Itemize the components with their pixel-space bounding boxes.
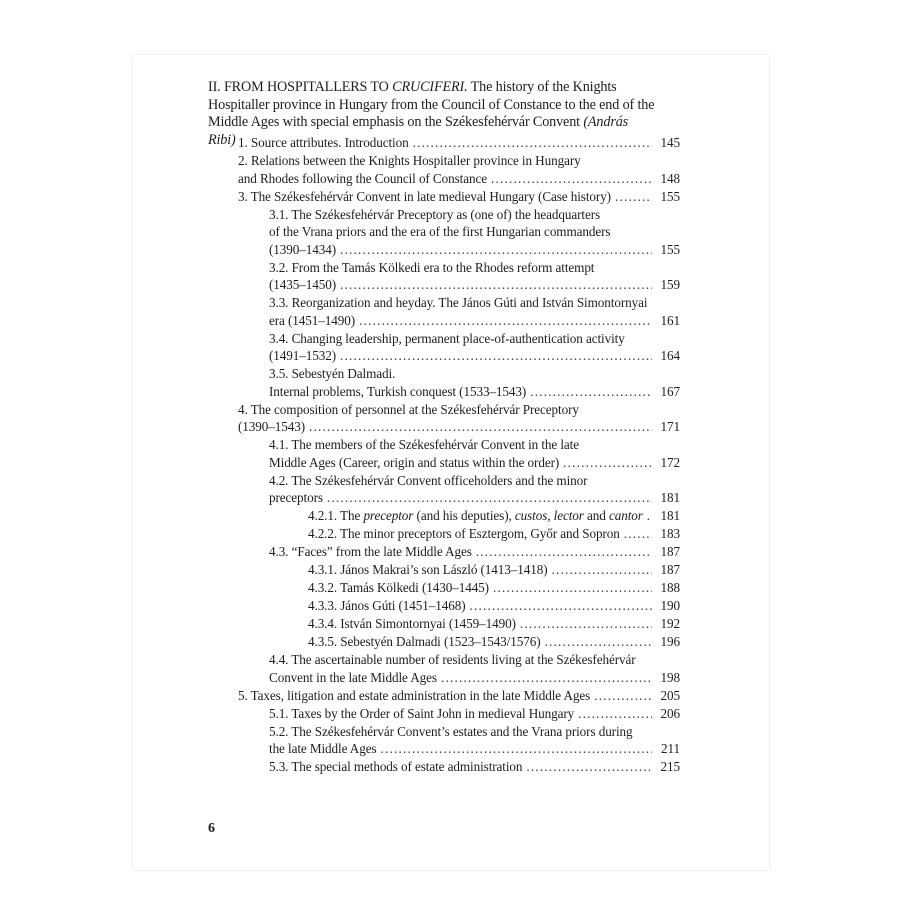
toc-entry-line [269,758,680,776]
dot-leader [359,312,652,330]
toc-page-number: 171 [660,419,680,434]
toc-entry-line [269,723,656,741]
toc-entry-line [269,543,680,561]
toc-entry-title: 3.5. Sebestyén Dalmadi. [269,366,396,381]
toc-entry-title: 4.2. The Székesfehérvár Convent officeholders and the minor [269,472,588,488]
toc-entry [269,436,769,471]
toc-page-number: 196 [660,634,680,649]
toc-entry-line [308,615,680,633]
toc-entry-line [238,401,656,419]
toc-entry [269,365,769,400]
toc-title-fragment: custos, lector [514,508,584,523]
dot-leader [476,543,652,561]
toc-entry-line [238,152,656,170]
toc-page-number: 211 [661,741,680,756]
toc-entry [308,579,769,597]
toc-entry-title: 3. The Székesfehérvár Convent in late medieval Hungary (Case history) [238,188,611,204]
toc-entry [269,705,769,723]
toc-page-number: 155 [660,188,680,204]
dot-leader [381,740,652,758]
toc-entry-title: the late Middle Ages [269,741,377,756]
toc-entry-line [269,454,680,472]
toc-title-fragment: 4.2.1. The [308,508,364,523]
toc-entry-line [269,330,656,348]
toc-entry-title: 3.2. From the Tamás Kölkedi era to the Rhodes reform attempt [269,259,595,275]
toc-entry-line [308,561,680,579]
toc-entry-line [269,347,680,365]
toc-entry-title: 5.2. The Székesfehérvár Convent’s estates and the Vrana priors during [269,723,633,739]
table-of-contents [133,134,769,776]
dot-leader [545,633,652,651]
toc-page-number: 215 [660,759,680,774]
dot-leader [413,134,652,152]
toc-entry-line [269,294,656,312]
toc-entry-line [269,259,656,277]
toc-entry-line [269,740,680,758]
toc-entry-title: (1390–1434) [269,241,337,257]
toc-page-number: 192 [660,616,680,631]
toc-entry-line [238,418,680,436]
toc-page-number: 205 [660,687,680,703]
toc-page-number: 187 [660,544,680,559]
toc-title-fragment: (and his deputies), [413,508,515,523]
toc-page-number: 161 [660,312,680,328]
toc-entry [269,651,769,686]
dot-leader [327,489,652,507]
toc-entry-line [269,472,656,490]
toc-entry-line [269,276,680,294]
toc-entry-title: 4.3.2. Tamás Kölkedi (1430–1445) [308,580,489,595]
toc-entry-line [238,687,680,705]
page-number: 6 [208,821,215,836]
toc-entry-title: and Rhodes following the Council of Constance [238,170,487,186]
dot-leader [526,758,652,776]
toc-entry-line [269,223,656,241]
toc-entry-title: era (1451–1490) [269,312,356,328]
dot-leader [493,579,652,597]
toc-entry [308,561,769,579]
toc-entry-title: 4.3.5. Sebestyén Dalmadi (1523–1543/1576) [308,634,541,649]
toc-page-number: 148 [660,170,680,186]
dot-leader [491,170,652,188]
toc-entry-title: 3.1. The Székesfehérvár Preceptory as (one of) the headquarters [269,206,601,222]
toc-entry-title: of the Vrana priors and the era of the first Hungarian commanders [269,224,611,239]
dot-leader [441,669,652,687]
toc-entry-line [308,579,680,597]
toc-entry-title: 4. The composition of personnel at the Székesfehérvár Preceptory [238,401,579,417]
toc-entry-title: 4.1. The members of the Székesfehérvár Convent in the late [269,437,579,452]
dot-leader [563,454,652,472]
toc-entry-title: Middle Ages (Career, origin and status within the order) [269,454,560,470]
dot-leader [594,687,652,705]
toc-entry [269,259,769,294]
toc-page-number: 159 [660,277,680,292]
toc-page-number: 164 [660,348,680,363]
toc-entry-title: Internal problems, Turkish conquest (1533–1543) [269,383,527,399]
toc-entry-title: Convent in the late Middle Ages [269,669,437,685]
toc-entry-title: 5. Taxes, litigation and estate administration in the late Middle Ages [238,687,591,703]
toc-entry-line [269,436,656,454]
dot-leader [520,615,652,633]
toc-entry [308,507,769,525]
toc-entry-title: 4.2.2. The minor preceptors of Esztergom, Győr and Sopron [308,526,620,541]
toc-entry-title: 4.4. The ascertainable number of residents living at the Székesfehérvár [269,652,636,667]
toc-entry-line [238,170,680,188]
toc-entry-title: (1390–1543) [238,419,306,434]
dot-leader [578,705,652,723]
toc-entry-title: 4.3.4. István Simontornyai (1459–1490) [308,616,516,631]
heading-text: II. FROM HOSPITALLERS TO [208,79,393,95]
toc-page-number: 172 [660,454,680,470]
dot-leader [340,241,652,259]
toc-entry-title: preceptors [269,490,323,505]
toc-entry [269,294,769,329]
toc-entry [238,401,769,436]
toc-entry [308,525,769,543]
heading-author: (András Ribi) [208,114,629,148]
toc-entry-title: 3.4. Changing leadership, permanent place-of-authentication activity [269,330,625,346]
toc-entry-line [269,489,680,507]
dot-leader [552,561,652,579]
toc-entry-title: 1. Source attributes. Introduction [238,135,409,150]
heading-text-continued: The history of the Knights Hospitaller province in Hungary from the Council of Constance to the end of the Middle Ages with special emphasis on the Székesfehérvár Convent [208,79,655,131]
toc-entry [238,188,769,206]
toc-entry-line [269,669,680,687]
toc-entry-line [308,507,680,525]
toc-entry-line [269,651,656,669]
dot-leader [340,276,652,294]
toc-entry [269,330,769,365]
toc-entry-line [308,597,680,615]
toc-page-number: 206 [660,705,680,721]
toc-entry-line [269,383,680,401]
toc-title-fragment: and [583,508,609,523]
toc-entry-line [308,633,680,651]
heading-italic-term: CRUCIFERI. [392,79,468,95]
toc-page-number: 145 [660,135,680,150]
toc-entry-line [269,241,680,259]
toc-entry-title: (1435–1450) [269,277,337,292]
toc-entry-line [269,312,680,330]
toc-entry-title: (1491–1532) [269,348,337,363]
toc-page-number: 183 [660,526,680,541]
toc-entry [238,687,769,705]
dot-leader [470,597,652,615]
dot-leader [530,383,652,401]
toc-entry-line [269,206,656,224]
toc-entry [269,206,769,259]
toc-page-number: 181 [660,490,680,505]
toc-entry [269,758,769,776]
toc-entry [269,472,769,507]
toc-entry-line [308,525,680,543]
dot-leader [615,188,652,206]
toc-entry-title: 5.3. The special methods of estate administration [269,759,523,774]
toc-page-number: 155 [660,241,680,257]
toc-entry-title: 3.3. Reorganization and heyday. The János Gúti and István Simontornyai [269,295,648,310]
dot-leader [647,507,652,525]
toc-entry-title [308,507,643,525]
toc-entry [269,723,769,758]
toc-entry [238,152,769,187]
toc-entry-line [238,134,680,152]
toc-page-number: 188 [660,580,680,595]
toc-title-fragment: preceptor [363,508,414,523]
book-page [133,55,769,870]
toc-entry [308,615,769,633]
toc-entry-line [238,188,680,206]
toc-entry [308,633,769,651]
toc-page-number: 190 [660,598,680,613]
toc-page-number: 198 [660,669,680,685]
toc-page-number: 181 [660,508,680,523]
toc-entry [308,597,769,615]
toc-page-number: 187 [660,562,680,577]
toc-page-number: 167 [660,383,680,399]
toc-entry [269,543,769,561]
toc-entry-title: 4.3.1. János Makrai’s son László (1413–1418) [308,562,548,577]
toc-entry-line [269,705,680,723]
toc-entry [238,134,769,152]
dot-leader [309,418,652,436]
dot-leader [624,525,652,543]
toc-entry-title: 5.1. Taxes by the Order of Saint John in medieval Hungary [269,705,575,721]
toc-entry-title: 4.3. “Faces” from the late Middle Ages [269,544,472,559]
toc-entry-line [269,365,656,383]
dot-leader [340,347,652,365]
toc-entry-title: 4.3.3. János Gúti (1451–1468) [308,598,466,613]
toc-entry-title: 2. Relations between the Knights Hospitaller province in Hungary [238,153,581,168]
toc-title-fragment: cantor [608,508,643,523]
